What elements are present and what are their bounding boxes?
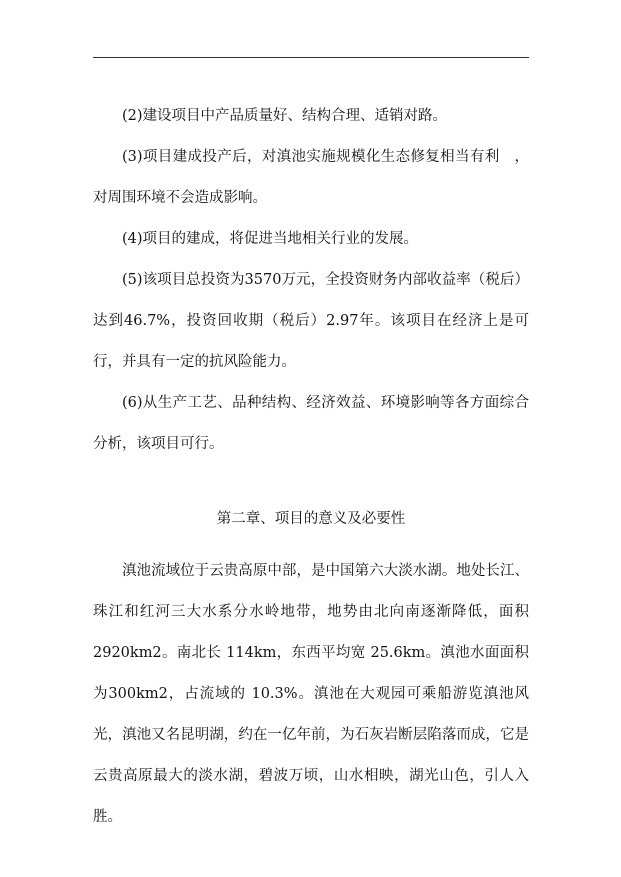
header-rule (93, 57, 529, 58)
chapter-intro-paragraph: 滇池流域位于云贵高原中部，是中国第六大淡水湖。地处长江、珠江和红河三大水系分水岭地带，地势由北向南逐渐降低，面积2920km2。南北长 114km，东西平均宽 25.6km。滇池水面面积为300km2，占流域的 10.3%。滇池在大观园可乘船游览滇池风光，滇池又名昆明湖，约在一亿年前，为石灰岩断层陷落而成，它是云贵高原最大的淡水湖，碧波万顷，山水相映，湖光山色，引人入胜。 (93, 563, 529, 825)
conclusion-item-2: (2)建设项目中产品质量好、结构合理、适销对路。 (122, 108, 448, 124)
conclusion-item-5: (5)该项目总投资为3570万元，全投资财务内部收益率（税后）达到46.7%，投资回收期（税后）2.97年。该项目在经济上是可行，并具有一定的抗风险能力。 (93, 272, 529, 370)
chapter-title: 第二章、项目的意义及必要性 (216, 511, 406, 527)
conclusion-item-3: (3)项目建成投产后，对滇池实施规模化生态修复相当有利 ，对周围环境不会造成影响。 (93, 149, 529, 206)
conclusion-item-4: (4)项目的建成，将促进当地相关行业的发展。 (122, 231, 419, 247)
conclusion-item-6: (6)从生产工艺、品种结构、经济效益、环境影响等各方面综合分析，该项目可行。 (93, 395, 529, 452)
document-body (93, 96, 529, 838)
